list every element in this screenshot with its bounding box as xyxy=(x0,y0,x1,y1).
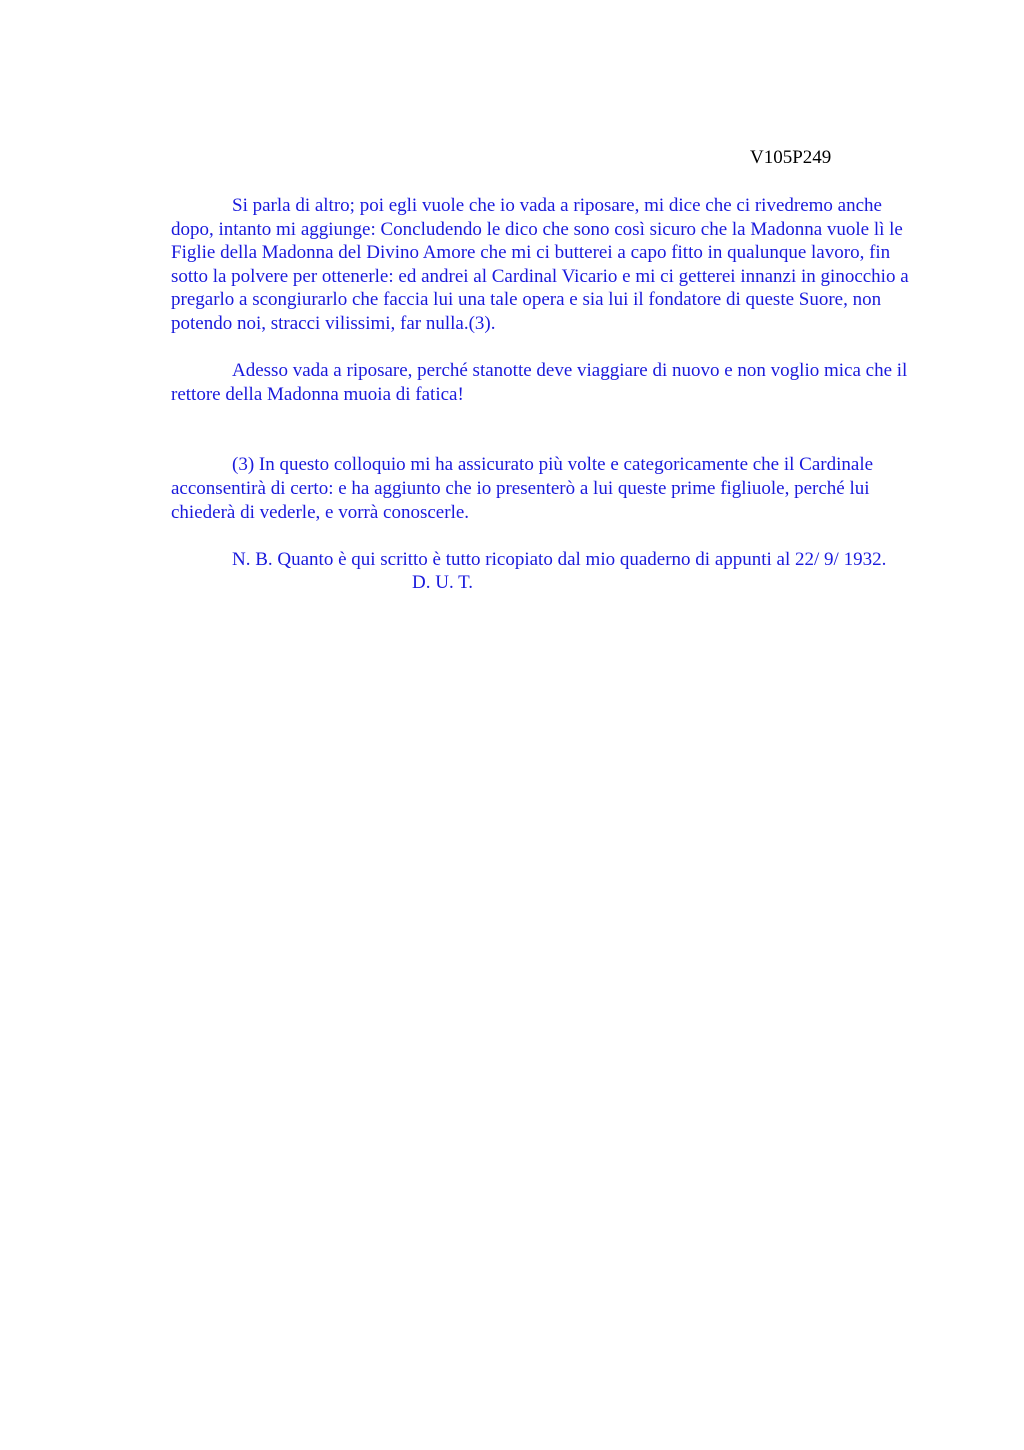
signature: D. U. T. xyxy=(412,572,474,594)
paragraph-main: Si parla di altro; poi egli vuole che io vada a riposare, mi dice che ci rivedremo anche dopo, intanto mi aggiunge: Concludendo le dico che sono così sicuro che la Madonna vuole lì le Figlie della Madonna del Divino Amore che mi ci butterei a capo fitto in qualunque lavoro, fin sotto la polvere per ottenerle: ed andrei al Cardinal Vicario e mi ci getterei innanzi in ginocchio a pregarlo a scongiurarlo che faccia lui una tale opera e sia lui il fondatore di queste Suore, non potendo noi, stracci vilissimi, far nulla.(3). xyxy=(171,195,909,334)
nota-bene: N. B. Quanto è qui scritto è tutto ricopiato dal mio quaderno di appunti al 22/ 9/ 1932. xyxy=(232,548,887,570)
paragraph-rest: Adesso vada a riposare, perché stanotte deve viaggiare di nuovo e non voglio mica che il rettore della Madonna muoia di fatica! xyxy=(171,360,908,405)
footnote-3: (3) In questo colloquio mi ha assicurato più volte e categoricamente che il Cardinale acconsentirà di certo: e ha aggiunto che io presenterò a lui queste prime figliuole, perché lui chiederà di vederle, e vorrà conoscerle. xyxy=(171,454,874,523)
page-reference: V105P249 xyxy=(750,147,832,168)
document-body xyxy=(171,194,925,595)
